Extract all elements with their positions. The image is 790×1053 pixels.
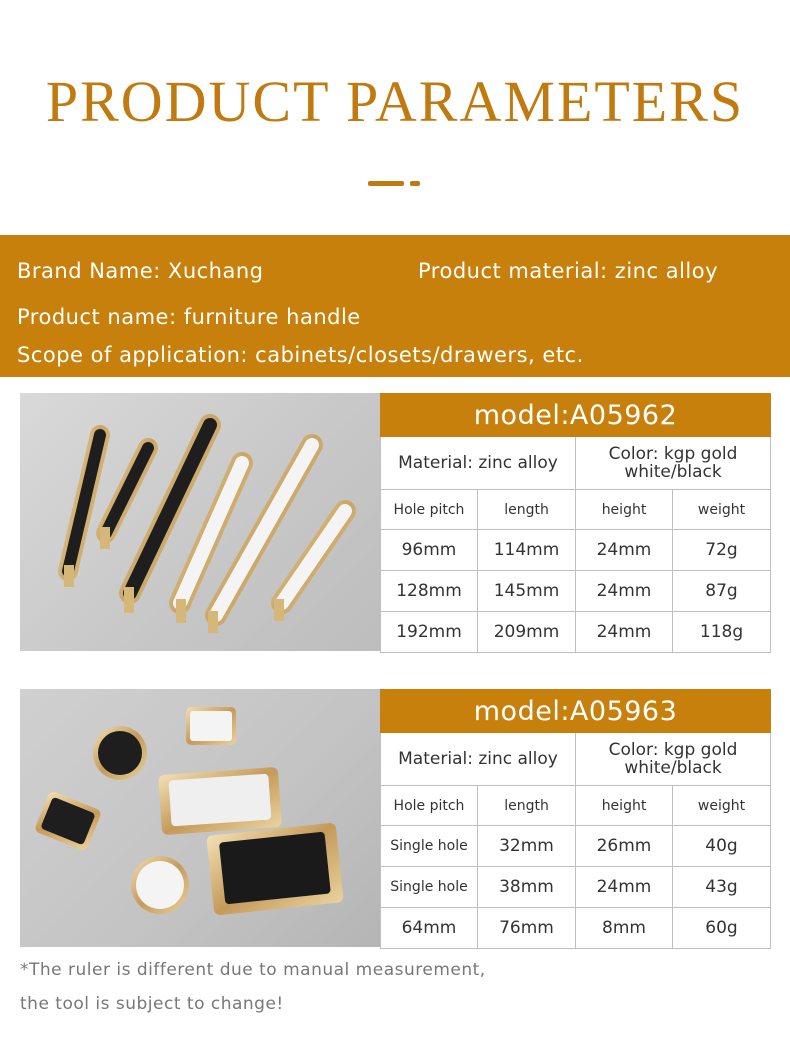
cell-height: 24mm: [576, 612, 673, 653]
color-cell: [576, 733, 771, 786]
cell-height: 24mm: [576, 530, 673, 571]
cell-hole-pitch: 96mm: [381, 530, 478, 571]
header-length: length: [478, 786, 576, 826]
cell-hole-pitch: 192mm: [381, 612, 478, 653]
material-cell: Material: zinc alloy: [381, 733, 576, 786]
product-name: Product name: furniture handle: [17, 305, 361, 329]
pull-white-recessed: [158, 767, 282, 835]
color-line-2: white/black: [624, 758, 722, 778]
table-row: [381, 908, 771, 949]
cell-length: 209mm: [478, 612, 576, 653]
cell-weight: 60g: [673, 908, 771, 949]
cell-length: 76mm: [478, 908, 576, 949]
header-hole-pitch: Hole pitch: [381, 490, 478, 530]
cell-height: 24mm: [576, 867, 673, 908]
knob-black-rect: [34, 790, 102, 852]
color-line-2: white/black: [624, 462, 722, 482]
product-material: Product material: zinc alloy: [418, 259, 719, 283]
color-line-1: Color: kgp gold: [608, 444, 738, 464]
knob-white-rect: [186, 707, 236, 745]
header-weight: weight: [673, 490, 771, 530]
product-photo-a05963: [20, 689, 380, 947]
table-row: [381, 571, 771, 612]
header-height: height: [576, 490, 673, 530]
cell-weight: 87g: [673, 571, 771, 612]
table-row: [381, 612, 771, 653]
header-hole-pitch: Hole pitch: [381, 786, 478, 826]
brand-name: Brand Name: Xuchang: [17, 259, 264, 283]
header-height: height: [576, 786, 673, 826]
pull-black-recessed: [206, 822, 344, 915]
material-cell: Material: zinc alloy: [381, 437, 576, 490]
divider-dash-short: [410, 181, 420, 186]
header-length: length: [478, 490, 576, 530]
product-info-banner: [0, 235, 790, 377]
cell-length: 114mm: [478, 530, 576, 571]
cell-hole-pitch: 64mm: [381, 908, 478, 949]
application-scope: Scope of application: cabinets/closets/drawers, etc.: [17, 343, 584, 367]
spec-table-a05963: [380, 689, 770, 949]
footnote-line-2: the tool is subject to change!: [20, 994, 284, 1014]
bar-handles-illustration: [20, 393, 380, 651]
cell-height: 26mm: [576, 826, 673, 867]
cell-height: 8mm: [576, 908, 673, 949]
cell-hole-pitch: 128mm: [381, 571, 478, 612]
cell-hole-pitch: Single hole: [381, 867, 478, 908]
color-cell: [576, 437, 771, 490]
color-line-1: Color: kgp gold: [608, 740, 738, 760]
table-row: [381, 867, 771, 908]
model-title: model:A05963: [381, 690, 771, 733]
table-row: [381, 530, 771, 571]
cell-weight: 72g: [673, 530, 771, 571]
handle-black-short: [64, 435, 100, 587]
handle-black-medium: [100, 448, 148, 549]
page-title: PRODUCT PARAMETERS: [45, 69, 745, 134]
divider-dash-long: [368, 181, 404, 186]
knob-white-round: [131, 856, 189, 914]
footnote-line-1: *The ruler is different due to manual measurement,: [20, 960, 486, 980]
header-weight: weight: [673, 786, 771, 826]
handle-white-long: [208, 445, 312, 633]
cell-weight: 43g: [673, 867, 771, 908]
handle-white-medium: [274, 511, 345, 621]
knob-black-round: [93, 726, 147, 780]
cell-weight: 118g: [673, 612, 771, 653]
cell-weight: 40g: [673, 826, 771, 867]
spec-table-a05962: [380, 393, 770, 653]
cell-height: 24mm: [576, 571, 673, 612]
cell-hole-pitch: Single hole: [381, 826, 478, 867]
cell-length: 32mm: [478, 826, 576, 867]
model-title: model:A05962: [381, 394, 771, 437]
knobs-pulls-illustration: [20, 689, 380, 947]
cell-length: 38mm: [478, 867, 576, 908]
table-row: [381, 826, 771, 867]
product-photo-a05962: [20, 393, 380, 651]
cell-length: 145mm: [478, 571, 576, 612]
